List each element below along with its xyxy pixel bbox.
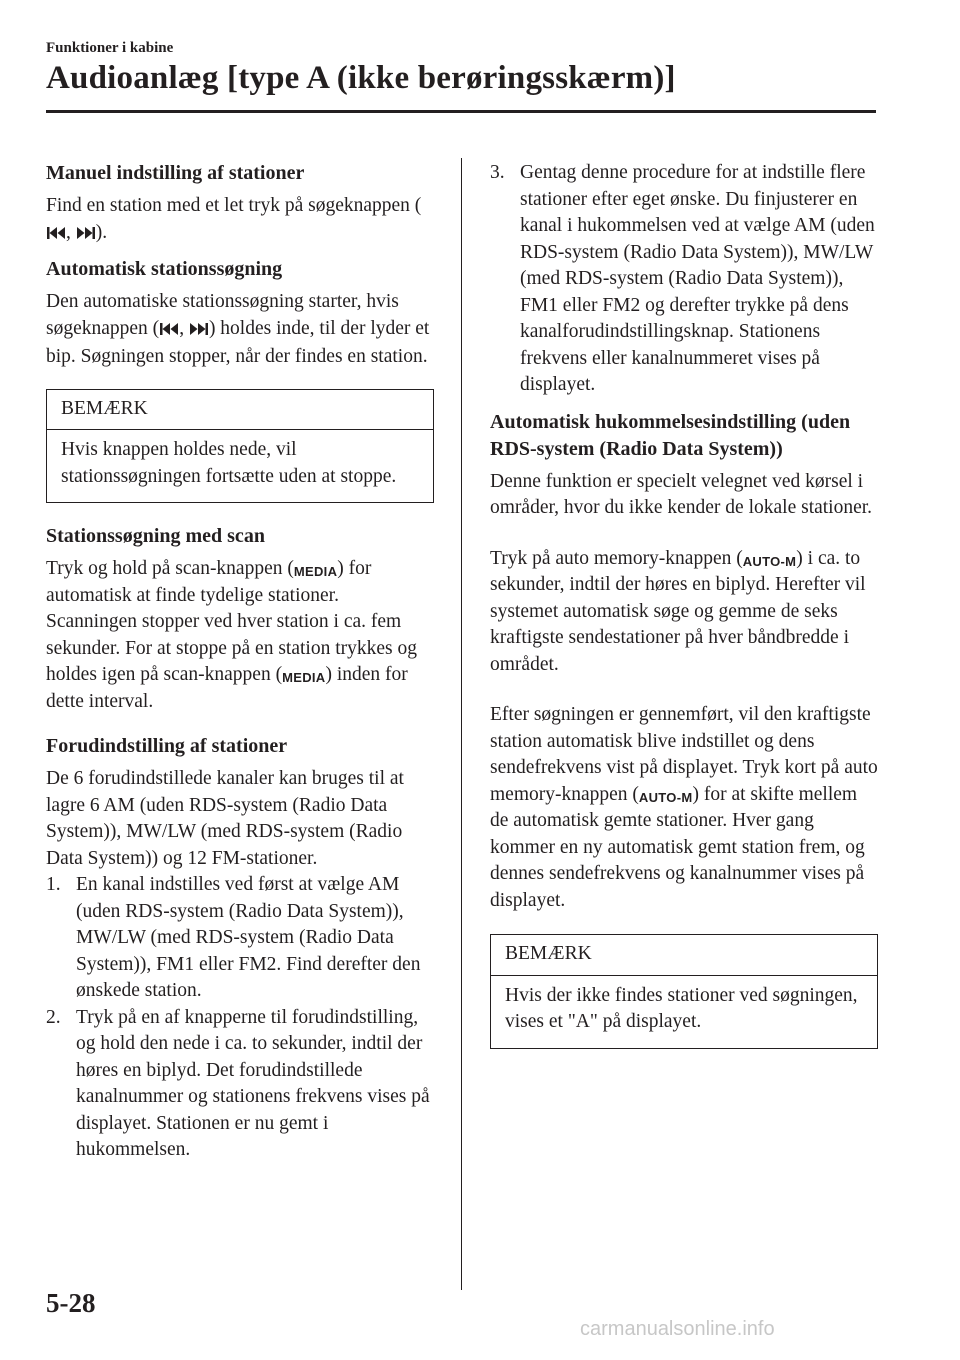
note-body: Hvis der ikke findes stationer ved søgningen, vises et "A" på displayet. xyxy=(505,984,858,1032)
header-rule xyxy=(46,110,876,113)
heading-preset: Forudindstilling af stationer xyxy=(46,735,288,757)
separator: , xyxy=(66,221,76,243)
paragraph-auto-memory-result xyxy=(490,702,878,914)
text: ) holdes inde, til der lyder et bip. Søgningen stopper, når der findes en station. xyxy=(46,317,430,367)
heading-auto-search: Automatisk stationssøgning xyxy=(46,258,283,280)
text: Find en station med et let tryk på søgeknappen ( xyxy=(46,195,422,216)
step-item xyxy=(490,160,878,399)
page-title: Audioanlæg [type A (ikke berøringsskærm)] xyxy=(46,60,676,96)
step-item xyxy=(46,872,434,1005)
seek-up-icon xyxy=(189,318,209,345)
paragraph-auto-memory-intro: Denne funktion er specielt velegnet ved kørsel i områder, hvor du ikke kender de lokale stationer. xyxy=(490,470,873,518)
heading-scan: Stationssøgning med scan xyxy=(46,525,265,547)
step-number: 2. xyxy=(46,1006,61,1028)
paragraph-auto-search xyxy=(46,289,434,371)
section-label: Funktioner i kabine xyxy=(46,40,174,56)
step-number: 3. xyxy=(490,162,505,183)
text: Den automatiske stationssøgning starter, hvis søgeknappen ( xyxy=(46,291,399,339)
text: ). xyxy=(95,221,108,243)
media-button-icon: MEDIA xyxy=(282,670,326,685)
paragraph-auto-memory-press xyxy=(490,546,878,679)
preset-steps xyxy=(46,872,434,1164)
preset-steps-continued xyxy=(490,160,878,399)
note-body: Hvis knappen holdes nede, vil stationssøgningen fortsætte uden at stoppe. xyxy=(61,439,397,487)
separator: , xyxy=(179,317,189,339)
seek-down-icon xyxy=(46,222,66,249)
text: ) for automatisk at finde tydelige stationer. Scanningen stopper ved hver station i ca. fem sekunder. For at stoppe på en station trykkes og holdes igen på scan-knappen ( xyxy=(46,558,417,685)
auto-m-button-icon: AUTO-M xyxy=(638,789,693,805)
paragraph-scan xyxy=(46,556,434,715)
auto-m-button-icon: AUTO-M xyxy=(742,553,797,569)
note-box xyxy=(490,934,878,1049)
paragraph-manual-tuning xyxy=(46,193,434,248)
text: Tryk på auto memory-knappen ( xyxy=(490,547,743,569)
step-item xyxy=(46,1005,434,1164)
step-text: Gentag denne procedure for at indstille flere stationer efter eget ønske. Du finjusterer en kanal i hukommelsen ved at vælge AM (uden RDS-system (Radio Data System)), MW/LW (med RDS-system (Radio Data System)), FM1 eller FM2 og derefter trykke på dens kanalforudindstillingsknap. Stationens frekvens eller kanalnummeret vises på displayet. xyxy=(520,162,875,395)
note-heading: BEMÆRK xyxy=(491,935,877,976)
heading-manual-tuning: Manuel indstilling af stationer xyxy=(46,162,305,184)
text: ) i ca. to sekunder, indtil der høres en biplyd. Herefter vil systemet automatisk søge og gemme de seks kraftigste sendestationer på hver båndbredde i området. xyxy=(490,547,866,675)
seek-up-icon xyxy=(76,222,96,249)
text: Tryk og hold på scan-knappen ( xyxy=(46,558,294,579)
column-divider xyxy=(461,158,462,1290)
left-column xyxy=(46,160,434,1164)
text: Efter søgningen er gennemført, vil den kraftigste station automatisk blive indstillet og dens sendefrekvens vist på displayet. Tryk kort på auto memory-knappen ( xyxy=(490,704,878,805)
page-number: 5-28 xyxy=(46,1288,96,1318)
note-heading: BEMÆRK xyxy=(47,390,433,431)
right-column xyxy=(490,160,878,1069)
media-button-icon: MEDIA xyxy=(293,564,338,579)
watermark: carmanualsonline.info xyxy=(580,1318,775,1340)
seek-down-icon xyxy=(159,318,179,345)
paragraph-preset: De 6 forudindstillede kanaler kan bruges til at lagre 6 AM (uden RDS-system (Radio Data System)), MW/LW (med RDS-system (Radio Data System)) og 12 FM-stationer. xyxy=(46,768,404,869)
step-text: En kanal indstilles ved først at vælge AM (uden RDS-system (Radio Data System)), MW/LW (med RDS-system (Radio Data System)), FM1 eller FM2. Find derefter den ønskede station. xyxy=(76,874,421,1001)
text: ) inden for dette interval. xyxy=(46,664,408,712)
note-box xyxy=(46,389,434,504)
heading-auto-memory: Automatisk hukommelsesindstilling (uden RDS-system (Radio Data System)) xyxy=(490,410,851,460)
step-number: 1. xyxy=(46,874,61,895)
text: ) for at skifte mellem de automatisk gemte stationer. Hver gang kommer en ny automatisk gemt station frem, og dennes sendefrekvens og kanalnummer vises på displayet. xyxy=(490,783,865,911)
step-text: Tryk på en af knapperne til forudindstilling, og hold den nede i ca. to sekunder, indtil der høres en biplyd. Det forudindstillede kanalnummer og stationens frekvens vises på displayet. Stationen er nu gemt i hukommelsen. xyxy=(76,1006,430,1160)
